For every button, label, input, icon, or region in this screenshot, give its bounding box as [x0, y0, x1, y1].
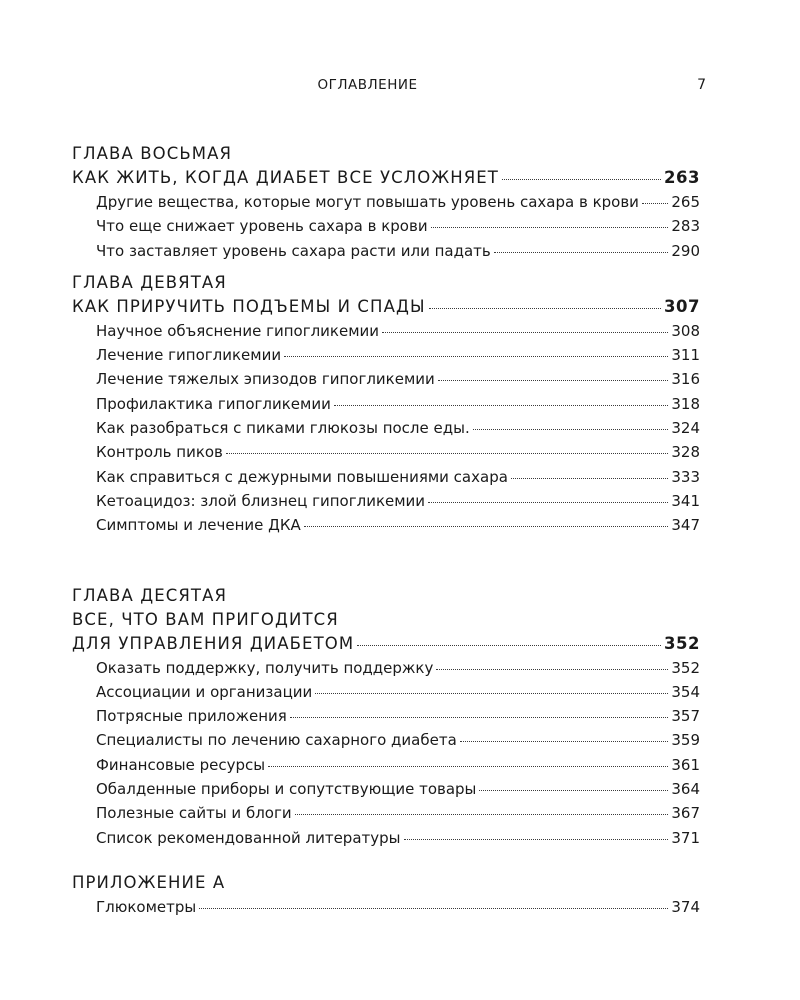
dot-leader	[431, 227, 669, 228]
dot-leader	[511, 478, 668, 479]
dot-leader	[428, 502, 668, 503]
dot-leader	[315, 693, 668, 694]
toc-entry-page: 347	[671, 516, 700, 535]
toc-entry[interactable]	[72, 513, 700, 537]
toc-entry-page: 352	[671, 658, 700, 677]
toc-chapter	[72, 271, 700, 538]
dot-leader	[404, 839, 669, 840]
toc-entry[interactable]	[72, 440, 700, 464]
dot-leader	[460, 741, 669, 742]
chapter-page-number: 307	[664, 296, 700, 316]
table-of-contents	[72, 142, 700, 919]
toc-entry[interactable]	[72, 704, 700, 728]
toc-entry[interactable]	[72, 367, 700, 391]
toc-entry-title: Финансовые ресурсы	[96, 755, 266, 774]
toc-entry-title: Научное объяснение гипогликемии	[96, 321, 380, 340]
toc-entry-page: 371	[671, 828, 700, 847]
toc-entry-page: 357	[671, 707, 700, 726]
toc-entry-page: 361	[671, 755, 700, 774]
dot-leader	[479, 790, 668, 791]
toc-entry[interactable]	[72, 826, 700, 850]
toc-entry-page: 290	[671, 241, 700, 260]
toc-entry-title: Лечение гипогликемии	[96, 346, 282, 365]
dot-leader	[473, 429, 669, 430]
toc-entry[interactable]	[72, 416, 700, 440]
dot-leader	[436, 669, 668, 670]
toc-entry-page: 311	[671, 346, 700, 365]
toc-entry-page: 333	[671, 467, 700, 486]
toc-entry-title: Что заставляет уровень сахара расти или падать	[96, 241, 491, 260]
toc-entry[interactable]	[72, 728, 700, 752]
dot-leader	[268, 766, 668, 767]
toc-entry-title: Полезные сайты и блоги	[96, 804, 292, 823]
toc-entry-title: Как справиться с дежурными повышениями сахара	[96, 467, 508, 486]
page-number: 7	[697, 77, 706, 93]
toc-entry[interactable]	[72, 753, 700, 777]
toc-entry-title: Потрясные приложения	[96, 707, 287, 726]
toc-chapter	[72, 142, 700, 263]
chapter-label: ГЛАВА ДЕСЯТАЯ	[72, 585, 228, 605]
toc-entry-page: 364	[671, 780, 700, 799]
toc-entry[interactable]	[72, 319, 700, 343]
toc-entry-page: 324	[671, 419, 700, 438]
running-head-title: ОГЛАВЛЕНИЕ	[317, 77, 418, 93]
dot-leader	[226, 453, 668, 454]
dot-leader	[357, 645, 661, 646]
toc-entry-title: Кетоацидоз: злой близнец гипогликемии	[96, 491, 426, 510]
toc-entry-title: Глюкометры	[96, 897, 197, 916]
dot-leader	[284, 356, 668, 357]
toc-entry[interactable]	[72, 489, 700, 513]
toc-entry[interactable]	[72, 895, 700, 919]
toc-entry[interactable]	[72, 680, 700, 704]
toc-entry-title: Другие вещества, которые могут повышать уровень сахара в крови	[96, 193, 639, 211]
chapter-label: ГЛАВА ВОСЬМАЯ	[72, 144, 233, 163]
toc-entry-title: Лечение тяжелых эпизодов гипогликемии	[96, 370, 435, 389]
toc-entry-title: Симптомы и лечение ДКА	[96, 516, 301, 535]
toc-entry-page: 359	[671, 731, 700, 750]
dot-leader	[438, 380, 669, 381]
chapter-label: ПРИЛОЖЕНИЕ А	[72, 872, 226, 892]
chapter-title: КАК ЖИТЬ, КОГДА ДИАБЕТ ВСЕ УСЛОЖНЯЕТ	[72, 168, 499, 187]
toc-entry[interactable]	[72, 777, 700, 801]
toc-entry-title: Что еще снижает уровень сахара в крови	[96, 217, 428, 236]
toc-entry[interactable]	[72, 392, 700, 416]
chapter-label: ВСЕ, ЧТО ВАМ ПРИГОДИТСЯ	[72, 609, 339, 629]
chapter-page-number: 352	[664, 633, 700, 653]
chapter-title: КАК ПРИРУЧИТЬ ПОДЪЕМЫ И СПАДЫ	[72, 296, 426, 316]
toc-entry-title: Оказать поддержку, получить поддержку	[96, 658, 434, 677]
toc-entry-page: 367	[671, 804, 700, 823]
chapter-page-number: 263	[664, 168, 700, 187]
toc-entry[interactable]	[72, 656, 700, 680]
dot-leader	[494, 252, 669, 253]
toc-entry[interactable]	[72, 190, 700, 214]
chapter-title-row[interactable]	[72, 632, 700, 656]
dot-leader	[642, 203, 668, 204]
toc-entry[interactable]	[72, 239, 700, 263]
toc-entry-title: Обалденные приборы и сопутствующие товары	[96, 780, 477, 799]
toc-entry-page: 374	[671, 897, 700, 916]
dot-leader	[290, 717, 669, 718]
toc-entry-page: 308	[671, 321, 700, 340]
toc-chapter	[72, 584, 700, 850]
toc-entry-title: Контроль пиков	[96, 443, 223, 462]
toc-entry-page: 265	[671, 193, 700, 211]
toc-entry[interactable]	[72, 465, 700, 489]
toc-entry[interactable]	[72, 214, 700, 238]
dot-leader	[334, 405, 669, 406]
dot-leader	[429, 308, 661, 309]
toc-entry-title: Специалисты по лечению сахарного диабета	[96, 731, 457, 750]
toc-entry-page: 341	[671, 491, 700, 510]
toc-entry-page: 316	[671, 370, 700, 389]
chapter-title-row[interactable]	[72, 166, 700, 190]
running-head	[0, 74, 800, 96]
toc-entry-page: 283	[671, 217, 700, 236]
toc-entry-page: 318	[671, 394, 700, 413]
toc-entry[interactable]	[72, 343, 700, 367]
chapter-title-row[interactable]	[72, 295, 700, 319]
dot-leader	[382, 332, 668, 333]
toc-entry-page: 354	[671, 682, 700, 701]
toc-entry-title: Список рекомендованной литературы	[96, 828, 401, 847]
dot-leader	[502, 179, 661, 180]
toc-entry-page: 328	[671, 443, 700, 462]
toc-chapter	[72, 871, 700, 919]
toc-entry-title: Ассоциации и организации	[96, 682, 313, 701]
toc-entry-title: Профилактика гипогликемии	[96, 394, 331, 413]
dot-leader	[295, 814, 669, 815]
toc-entry-title: Как разобраться с пиками глюкозы после еды.	[96, 419, 470, 438]
chapter-label: ГЛАВА ДЕВЯТАЯ	[72, 272, 227, 292]
dot-leader	[199, 908, 668, 909]
chapter-title: ДЛЯ УПРАВЛЕНИЯ ДИАБЕТОМ	[72, 633, 355, 653]
dot-leader	[304, 526, 669, 527]
toc-entry[interactable]	[72, 801, 700, 825]
